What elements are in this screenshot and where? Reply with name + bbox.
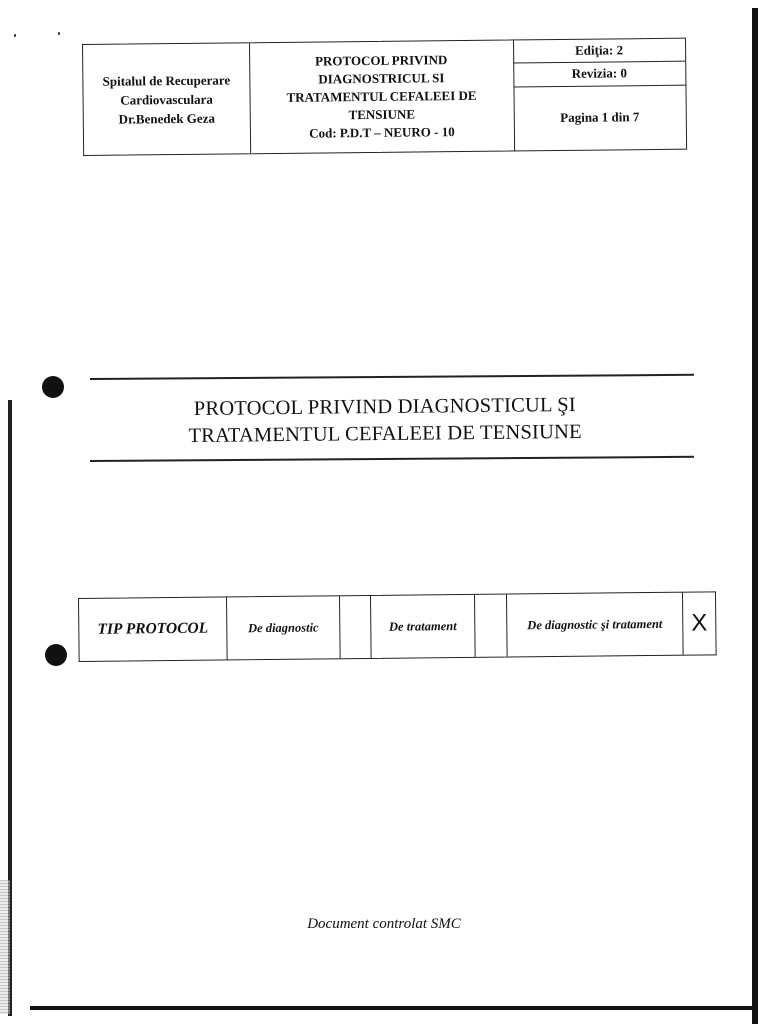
protocol-line: PROTOCOL PRIVIND	[314, 52, 448, 69]
document-footer: Document controlat SMC	[307, 916, 461, 932]
edition-cell: Ediţia: 2	[513, 39, 685, 64]
document-header	[82, 38, 687, 156]
document-meta	[513, 39, 686, 151]
revision-cell: Revizia: 0	[513, 61, 685, 88]
hospital-line: Dr.Benedek Geza	[118, 110, 215, 127]
scan-edge-right	[752, 8, 758, 1024]
scan-edge-bottom	[30, 1006, 758, 1010]
option-treatment-checkbox[interactable]	[475, 595, 508, 657]
scan-speck	[58, 32, 60, 35]
protocol-type-label: TIP PROTOCOL	[79, 597, 228, 661]
protocol-line: TENSIUNE	[348, 106, 416, 123]
title-line: TRATAMENTUL CEFALEEI DE TENSIUNE	[188, 420, 582, 448]
option-diagnostic-label: De diagnostic	[227, 596, 341, 659]
hospital-line: Spitalul de Recuperare	[102, 71, 231, 89]
protocol-line: DIAGNOSTRICUL SI	[318, 70, 445, 87]
punch-hole	[42, 376, 64, 398]
title-rule-bottom	[90, 456, 694, 462]
protocol-name	[249, 40, 515, 153]
hospital-line: Cardiovasculara	[120, 91, 213, 108]
scan-noise	[0, 880, 10, 1014]
title-rule-top	[90, 374, 694, 380]
protocol-code: Cod: P.D.T – NEURO - 10	[309, 124, 455, 141]
protocol-type-table	[78, 591, 717, 662]
title-line: PROTOCOL PRIVIND DIAGNOSTICUL ŞI	[193, 394, 576, 421]
punch-hole	[45, 644, 67, 666]
option-treatment-label: De tratament	[371, 595, 476, 658]
protocol-line: TRATAMENTUL CEFALEEI DE	[286, 87, 477, 105]
hospital-name	[83, 43, 251, 155]
option-diagnostic-treatment-label: De diagnostic şi tratament	[507, 593, 684, 657]
page-number-cell: Pagina 1 din 7	[560, 109, 640, 125]
scan-speck	[14, 34, 16, 37]
option-diagnostic-treatment-checkbox[interactable]: X	[691, 609, 708, 637]
option-diagnostic-checkbox[interactable]	[340, 596, 372, 658]
document-title	[150, 392, 621, 451]
